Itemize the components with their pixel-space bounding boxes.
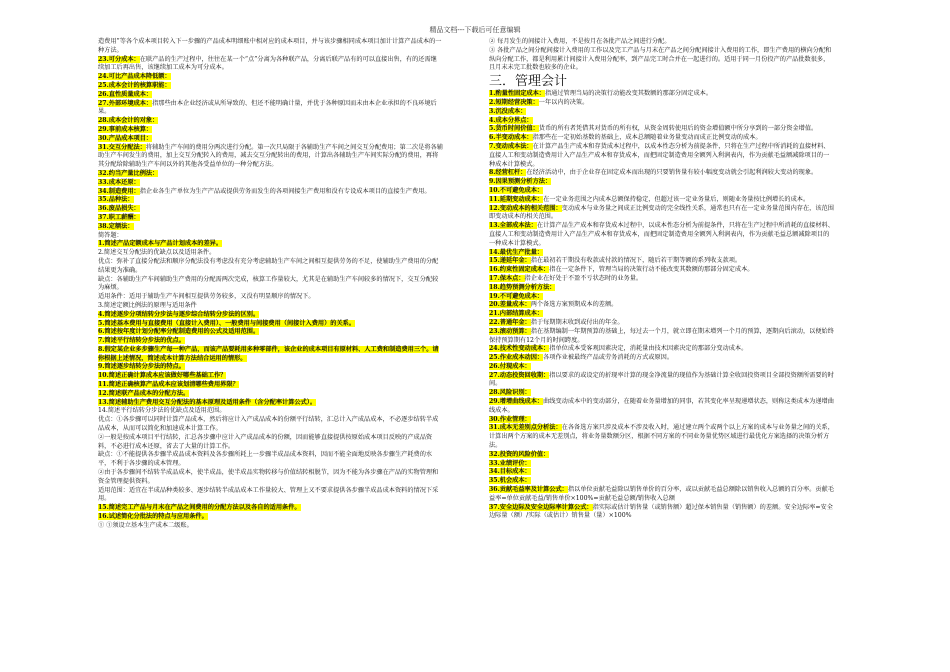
term-heading: 35.机会成本： bbox=[489, 477, 531, 485]
term-definition: 各项作业被最终产品或劳务消耗的方式或原因。 bbox=[543, 354, 674, 362]
term-heading: 8.经营杠杆： bbox=[489, 169, 527, 177]
term-heading: 4.简述逐步分项结转分步法与逐步综合结转分步法的区别。 bbox=[98, 310, 260, 318]
paragraph: 适用条件：适用于辅助生产车间相互提供劳务较多，又没有明显顺序的情况下。 bbox=[98, 293, 315, 301]
term-definition: 在计算产品生产成本和存货成本过程中，以成本性态分析为前提条件，只将在生产过程中所消耗的直接材料、直接人工和变动制造费用计入产品生产成本和存货成本，而把固定制造费用全额列入利润表内，作为贡献毛益总额减除项目的一种成本计算模式。 bbox=[489, 222, 834, 247]
term-heading: 24.技术性变动成本： bbox=[489, 345, 550, 353]
term-heading: 26.直性质量成本： bbox=[98, 90, 153, 98]
term-heading: 33.业绩评价： bbox=[489, 459, 531, 467]
term-entry bbox=[489, 451, 834, 460]
term-entry bbox=[489, 477, 834, 486]
term-entry bbox=[98, 135, 443, 144]
term-definition: 变动成本与业务量之间成正比例变动的完全线性关系，通常也只有在一定业务量范围内存在，该范围即变动成本的相关范围。 bbox=[489, 204, 834, 221]
left-column bbox=[98, 38, 443, 531]
term-heading: 12.变动成本的相关范围： bbox=[489, 204, 562, 212]
term-heading: 29.增增曲线成本： bbox=[489, 398, 544, 406]
term-entry bbox=[489, 205, 834, 223]
term-entry bbox=[489, 398, 834, 416]
term-heading: 16.约束性固定成本： bbox=[489, 266, 550, 274]
term-heading: 27.动态投资回收期： bbox=[489, 371, 550, 379]
term-heading: 25.成本会计的核算职能： bbox=[98, 81, 171, 89]
term-entry bbox=[98, 311, 443, 320]
term-entry bbox=[98, 188, 443, 197]
term-heading: 26.付现成本： bbox=[489, 362, 531, 370]
term-heading: 37.安全边际及安全边际率计算公式： bbox=[489, 503, 593, 511]
paragraph: 适用范围：适宜在半成品种类较多、逐步结转半成品成本工作量较大、管理上又不要求提供各步骤半成品成本资料的情况下采用。 bbox=[98, 486, 439, 503]
term-heading: 32.约当产量比例法： bbox=[98, 169, 159, 177]
term-entry bbox=[98, 363, 443, 372]
paragraph: ② 每月发生的间接计入费用，不是按月在各批产品之间进行分配。 bbox=[489, 38, 671, 45]
term-definition: 指实际或估计销售量（或销售额）超过保本销售量（销售额）的差额。安全边际率=安全边际量（额）/实际（或估计）销售量（量）×100% bbox=[489, 503, 833, 520]
paragraph: ① ①须设立基本生产成本二级账。 bbox=[98, 521, 193, 529]
term-entry bbox=[489, 90, 834, 99]
term-entry bbox=[98, 196, 443, 205]
term-heading: 17.保本点： bbox=[489, 274, 525, 282]
term-heading: 6.简述按年度计划分配率分配制造费用的公式及适用范围。 bbox=[98, 328, 260, 336]
term-entry bbox=[98, 91, 443, 100]
term-entry bbox=[98, 240, 443, 249]
term-entry bbox=[489, 284, 834, 293]
term-heading: 37.职工薪酬： bbox=[98, 213, 140, 221]
term-heading: 15.递延年金： bbox=[489, 257, 531, 265]
term-definition: 指企业各生产单位为生产产品或提供劳务而发生的各项间接生产费用和没有专设成本项目的直接生产费用。 bbox=[139, 187, 431, 195]
term-heading: 9.因果预测分析方法： bbox=[489, 178, 552, 186]
term-entry bbox=[489, 468, 834, 477]
term-entry bbox=[489, 363, 834, 372]
term-entry bbox=[489, 178, 834, 187]
paragraph: 缺点：①不能提供各步骤半成品成本资料及各步骤所耗上一步骤半成品成本资料，因而不能全面地反映各步骤生产耗费的水平，不利于各步骤的成本管理。 bbox=[98, 451, 433, 468]
term-entry bbox=[98, 504, 443, 513]
paragraph: 简答题： bbox=[98, 231, 123, 239]
term-entry bbox=[98, 337, 443, 346]
term-heading: 1.酌量性固定成本： bbox=[489, 90, 545, 98]
term-entry bbox=[98, 117, 443, 126]
term-entry bbox=[489, 293, 834, 302]
term-entry bbox=[489, 486, 834, 504]
term-entry bbox=[98, 170, 443, 179]
term-entry bbox=[489, 345, 834, 354]
term-heading: 31.成本无差别点分析法： bbox=[489, 424, 562, 432]
paragraph: 2.简述交互分配法的优缺点以及适用条件。 bbox=[98, 249, 216, 257]
term-entry bbox=[489, 319, 834, 328]
term-heading: 5.货币时间价值： bbox=[489, 125, 539, 133]
term-definition: 两个备选方案预期成本的差额。 bbox=[530, 301, 618, 309]
term-heading: 10.不可避免成本： bbox=[489, 186, 544, 194]
term-heading: 21.内部结算成本： bbox=[489, 310, 544, 318]
term-definition: 指企业在好处于不盈不亏状态时的业务量。 bbox=[524, 274, 643, 282]
term-heading: 11.简述正确核算产品成本应该划清哪些费用界限？ bbox=[98, 381, 239, 389]
term-heading: 32.投资的风险价值： bbox=[489, 450, 550, 458]
term-definition: 在联产品的生产过程中，往往在某一个“点”分离为各种联产品，分离后联产品有的可以直接出售，有的还需继续加工后再出售，该继续加工成本为可分成本。 bbox=[98, 55, 437, 72]
paragraph: ②一般是按成本项目平行结转，汇总各步骤中应计入产成品成本的份额，因而能够直接提供按原始成本项目反映的产成品资料，不必进行成本还原，省去了大量的计算工作。 bbox=[98, 433, 433, 450]
term-heading: 12.简述联产品成本的分配方法。 bbox=[98, 389, 190, 397]
term-entry bbox=[489, 301, 834, 310]
paragraph: 3.简述定额比例法的原理与适用条件 bbox=[98, 301, 197, 309]
term-definition: 指以要求的或设定的折现率计算的现金净流量的现值作为基础计算全收回投资项目全部投资额所需要的时间。 bbox=[489, 371, 834, 388]
term-heading: 16.试述简化分批法的特点与应用条件。 bbox=[98, 513, 208, 521]
term-heading: 34.制造费用： bbox=[98, 187, 140, 195]
term-entry bbox=[489, 196, 834, 205]
term-definition: 指在一定条件下，管理当局的决策行动不能改变其数额的那部分固定成本。 bbox=[549, 266, 754, 274]
term-entry bbox=[98, 100, 443, 118]
term-entry bbox=[98, 144, 443, 170]
paragraph: 缺点：各辅助生产车间辅助生产费用的分配需两次完成，核算工作量较大，尤其是在辅助生产车间较多的情况下，交互分配较为麻烦。 bbox=[98, 275, 439, 292]
term-entry bbox=[98, 372, 443, 381]
term-definition: 货币的所有者凭借其对货币的所有权，从资金周转使用后的资金增值额中所分享到的一部分资金增值。 bbox=[538, 125, 818, 133]
right-column bbox=[489, 38, 834, 521]
term-definition: 指那些由本企业经济或从所导致的、但还不能明确计量，并优于各种原因而未由本企业承担的不良环境后果。 bbox=[98, 99, 437, 116]
term-entry bbox=[98, 214, 443, 223]
term-heading: 13.全部成本法： bbox=[489, 222, 537, 230]
term-entry bbox=[489, 389, 834, 398]
paragraph: 优点：①各步骤可以同时计算产品成本，然后将应计入产成品成本的份额平行结转，汇总计入产成品成本，不必逐步结转半成品成本，从而可以简化和加速成本计算工作。 bbox=[98, 416, 439, 433]
term-definition: 指单位成本受客观因素决定，消耗量由技术因素决定的那部分变动成本。 bbox=[549, 345, 748, 353]
term-entry bbox=[489, 222, 834, 248]
term-heading: 19.不可避免成本： bbox=[489, 292, 544, 300]
term-definition: 曲线变动成本中的变动部分，在随着业务量增加的同事，若其变化率呈现递增状态，则称这类成本为递增曲线成本。 bbox=[489, 398, 834, 414]
term-definition: 一年以内的决策。 bbox=[538, 98, 589, 106]
term-heading: 2.短期经营决策： bbox=[489, 98, 539, 106]
term-heading: 23.滚动预算： bbox=[489, 327, 531, 335]
term-entry bbox=[489, 169, 834, 178]
term-heading: 33.成本还原： bbox=[98, 178, 140, 186]
term-heading: 5.简述基本费用与直接费用（直接计入费用）、一般费用与间接费用（间接计入费用）的关系。 bbox=[98, 319, 356, 327]
term-heading: 4.成本分界点： bbox=[489, 116, 533, 124]
term-heading: 15.简述完工产品与月末在产品之间费用的分配方法以及各自的适用条件。 bbox=[98, 504, 301, 512]
term-heading: 35.品种法： bbox=[98, 196, 134, 204]
term-heading: 38.定额法： bbox=[98, 222, 134, 230]
term-heading: 7.简述平行结转分步法的优点。 bbox=[98, 337, 185, 345]
term-heading: 9.简述逐步结转分步法的特点。 bbox=[98, 363, 185, 371]
term-definition: 指在基期编制一年期预算的基础上，每过去一个月，就立即在期末增列一个月的预算，逐期向后滚动，以便始终保持预算期有12个月的时间跨度。 bbox=[489, 327, 834, 344]
term-entry bbox=[489, 504, 834, 522]
term-heading: 25.作业成本动因： bbox=[489, 354, 544, 362]
term-heading: 7.变动成本法： bbox=[489, 142, 533, 150]
term-heading: 30.作业管理： bbox=[489, 415, 531, 423]
term-heading: 36.废品损失： bbox=[98, 205, 140, 213]
term-entry bbox=[489, 372, 834, 390]
term-entry bbox=[489, 125, 834, 134]
term-entry bbox=[98, 513, 443, 522]
term-definition: 指于每期期末收到或付出的年金。 bbox=[530, 318, 624, 326]
term-definition: 在经济活动中，由于企业存在固定成本而出现的只要销售量有较小幅度变动就会引起利润较大变动的现象。 bbox=[526, 169, 818, 177]
term-definition: 在一定业务范围之内成本总额保持稳定，但超过该一定业务量后，则随业务量按比例增长的成本。 bbox=[543, 195, 810, 203]
term-heading: 8.假定某企业多步骤生产每一种产品，而该产品要耗用多种零部件，该企业的成本项目有原材料、人工费和制造费用三个。请你根据上述情况，简述成本计算方法结合运用的情形。 bbox=[98, 345, 439, 362]
term-heading: 36.贡献毛益率及计算公式： bbox=[489, 486, 568, 494]
term-definition: 在计算产品生产成本和存货成本过程中，以成本性态分析为前提条件，只将在生产过程中所消耗的直接材料、直接人工和变动制造费用计入产品生产成本和存货成本，而把固定制造费用全额列入利润表内，作为贡献毛益额减除项目的一种成本计算模式。 bbox=[489, 142, 830, 168]
term-entry bbox=[489, 460, 834, 469]
term-entry bbox=[98, 223, 443, 232]
term-heading: 34.目标成本： bbox=[489, 468, 531, 476]
section-heading: 三．管理会计 bbox=[489, 74, 568, 90]
term-definition: 在各备选方案只涉及成本不涉及收入时，通过建立两个或两个以上方案的成本与业务量之间的关系，计算出两个方案的成本无差别点，将业务量数额分区，根据不同方案的不同业务量优势区域进行最优化方案选择的决策分析方法。 bbox=[489, 424, 834, 450]
term-heading: 6.半变动成本： bbox=[489, 134, 533, 142]
term-heading: 27.外部环境成本： bbox=[98, 99, 153, 107]
paragraph: ③ 各批产品之间分配间接计入费用的工作以及完工产品与月末在产品之间分配间接计入费用的工作，即生产费用的横向分配和纵向分配工作，都是利用累计间接计入费用分配率，到产品完工时合并在一起进行的。适用于同一月份投产的产品批数很多，且月末未完工批数也较多的企业。 bbox=[489, 46, 832, 72]
term-heading: 24.可比产品成本降低额： bbox=[98, 73, 171, 81]
term-heading: 13.简述辅助生产费用交互分配法的基本原理及适用条件（含分配率计算公式）。 bbox=[98, 398, 317, 406]
term-entry bbox=[489, 249, 834, 258]
term-entry bbox=[489, 257, 834, 266]
term-entry bbox=[489, 275, 834, 284]
paragraph: 14.简述平行结转分步法的优缺点及适用范围。 bbox=[98, 407, 226, 415]
term-entry bbox=[98, 205, 443, 214]
term-entry bbox=[489, 143, 834, 169]
term-entry bbox=[489, 134, 834, 143]
term-heading: 20.差量成本： bbox=[489, 301, 531, 309]
term-entry bbox=[489, 108, 834, 117]
term-heading: 23.可分成本： bbox=[98, 55, 140, 63]
term-definition: 指通过管理当局的决策行动能改变其数额的那部分固定成本。 bbox=[544, 90, 713, 98]
term-heading: 14.最优生产批量： bbox=[489, 248, 544, 256]
term-definition: 指那些在一定初始基数的基础上，成本总额随着业务量变动而成正比例变动的成本。 bbox=[532, 134, 762, 142]
term-entry bbox=[98, 179, 443, 188]
term-heading: 29.事前成本核算： bbox=[98, 125, 153, 133]
term-entry bbox=[98, 126, 443, 135]
page-header: 精品文档---下载后可任意编辑 bbox=[429, 26, 521, 34]
term-heading: 28.风险识别： bbox=[489, 389, 531, 397]
term-entry bbox=[489, 266, 834, 275]
term-heading: 3.沉没成本： bbox=[489, 107, 527, 115]
paragraph: 优点：弥补了直接分配法和顺序分配法没有考虑没有充分考虑辅助生产车间之间相互提供劳务的不足，使辅助生产费用的分配结果更为准确。 bbox=[98, 257, 439, 274]
term-heading: 30.产品成本项目： bbox=[98, 134, 153, 142]
term-heading: 18.趋势预测分析方法： bbox=[489, 283, 556, 291]
term-heading: 31.交互分配法： bbox=[98, 143, 146, 151]
term-definition: 指在最初若干期没有收款或付款的情况下，随后若干期等额的系列收支款项。 bbox=[530, 257, 742, 265]
term-entry bbox=[489, 328, 834, 346]
term-entry bbox=[489, 187, 834, 196]
term-heading: 22.普通年金： bbox=[489, 318, 531, 326]
term-definition: 指以单位贡献毛益除以销售单价的百分率，或以贡献毛益总额除以销售收入总额的百分率。贡献毛益率=单位贡献毛益/销售单价×100%=贡献毛益总额/销售收入总额 bbox=[489, 486, 834, 502]
term-heading: 1.简述产品定额成本与产品计划成本的差异。 bbox=[98, 240, 223, 248]
term-entry bbox=[98, 73, 443, 82]
term-heading: 11.延期变动成本： bbox=[489, 195, 544, 203]
term-definition: 将辅助生产车间的费用分两次进行分配。第一次只局限于各辅助生产车间之间交互分配费用；第二次是将各辅助生产车间发生的费用，加上交互分配转入的费用，减去交互分配转出的费用，计算出各辅助生产车间实际分配的费用，再将其分配给除辅助生产车间以外的其他各受益单位的一种分配方法。 bbox=[98, 143, 443, 169]
term-entry bbox=[98, 390, 443, 399]
paragraph: 造费用”等各个成本项目转入下一步骤的产品成本明细账中相对应的成本项目，并与该步骤相同成本项目加计计算产品成本的一种方法。 bbox=[98, 38, 442, 54]
term-entry bbox=[98, 346, 443, 364]
term-entry bbox=[489, 424, 834, 450]
term-entry bbox=[98, 320, 443, 329]
term-entry bbox=[489, 310, 834, 319]
term-entry bbox=[98, 328, 443, 337]
paragraph: ②由于各步骤间不结转半成品成本，使半成品，使半成品实物转移与价值结转相脱节，因为不能为各步骤在产品的实物管理和资金管理提供资料。 bbox=[98, 469, 439, 485]
term-heading: 28.成本会计的对象： bbox=[98, 117, 159, 125]
term-entry bbox=[489, 354, 834, 363]
term-entry bbox=[98, 82, 443, 91]
term-heading: 10.简述正确计算成本应该做好哪些基础工作？ bbox=[98, 372, 227, 380]
term-entry bbox=[98, 381, 443, 390]
term-entry bbox=[489, 99, 834, 108]
term-entry bbox=[98, 56, 443, 74]
